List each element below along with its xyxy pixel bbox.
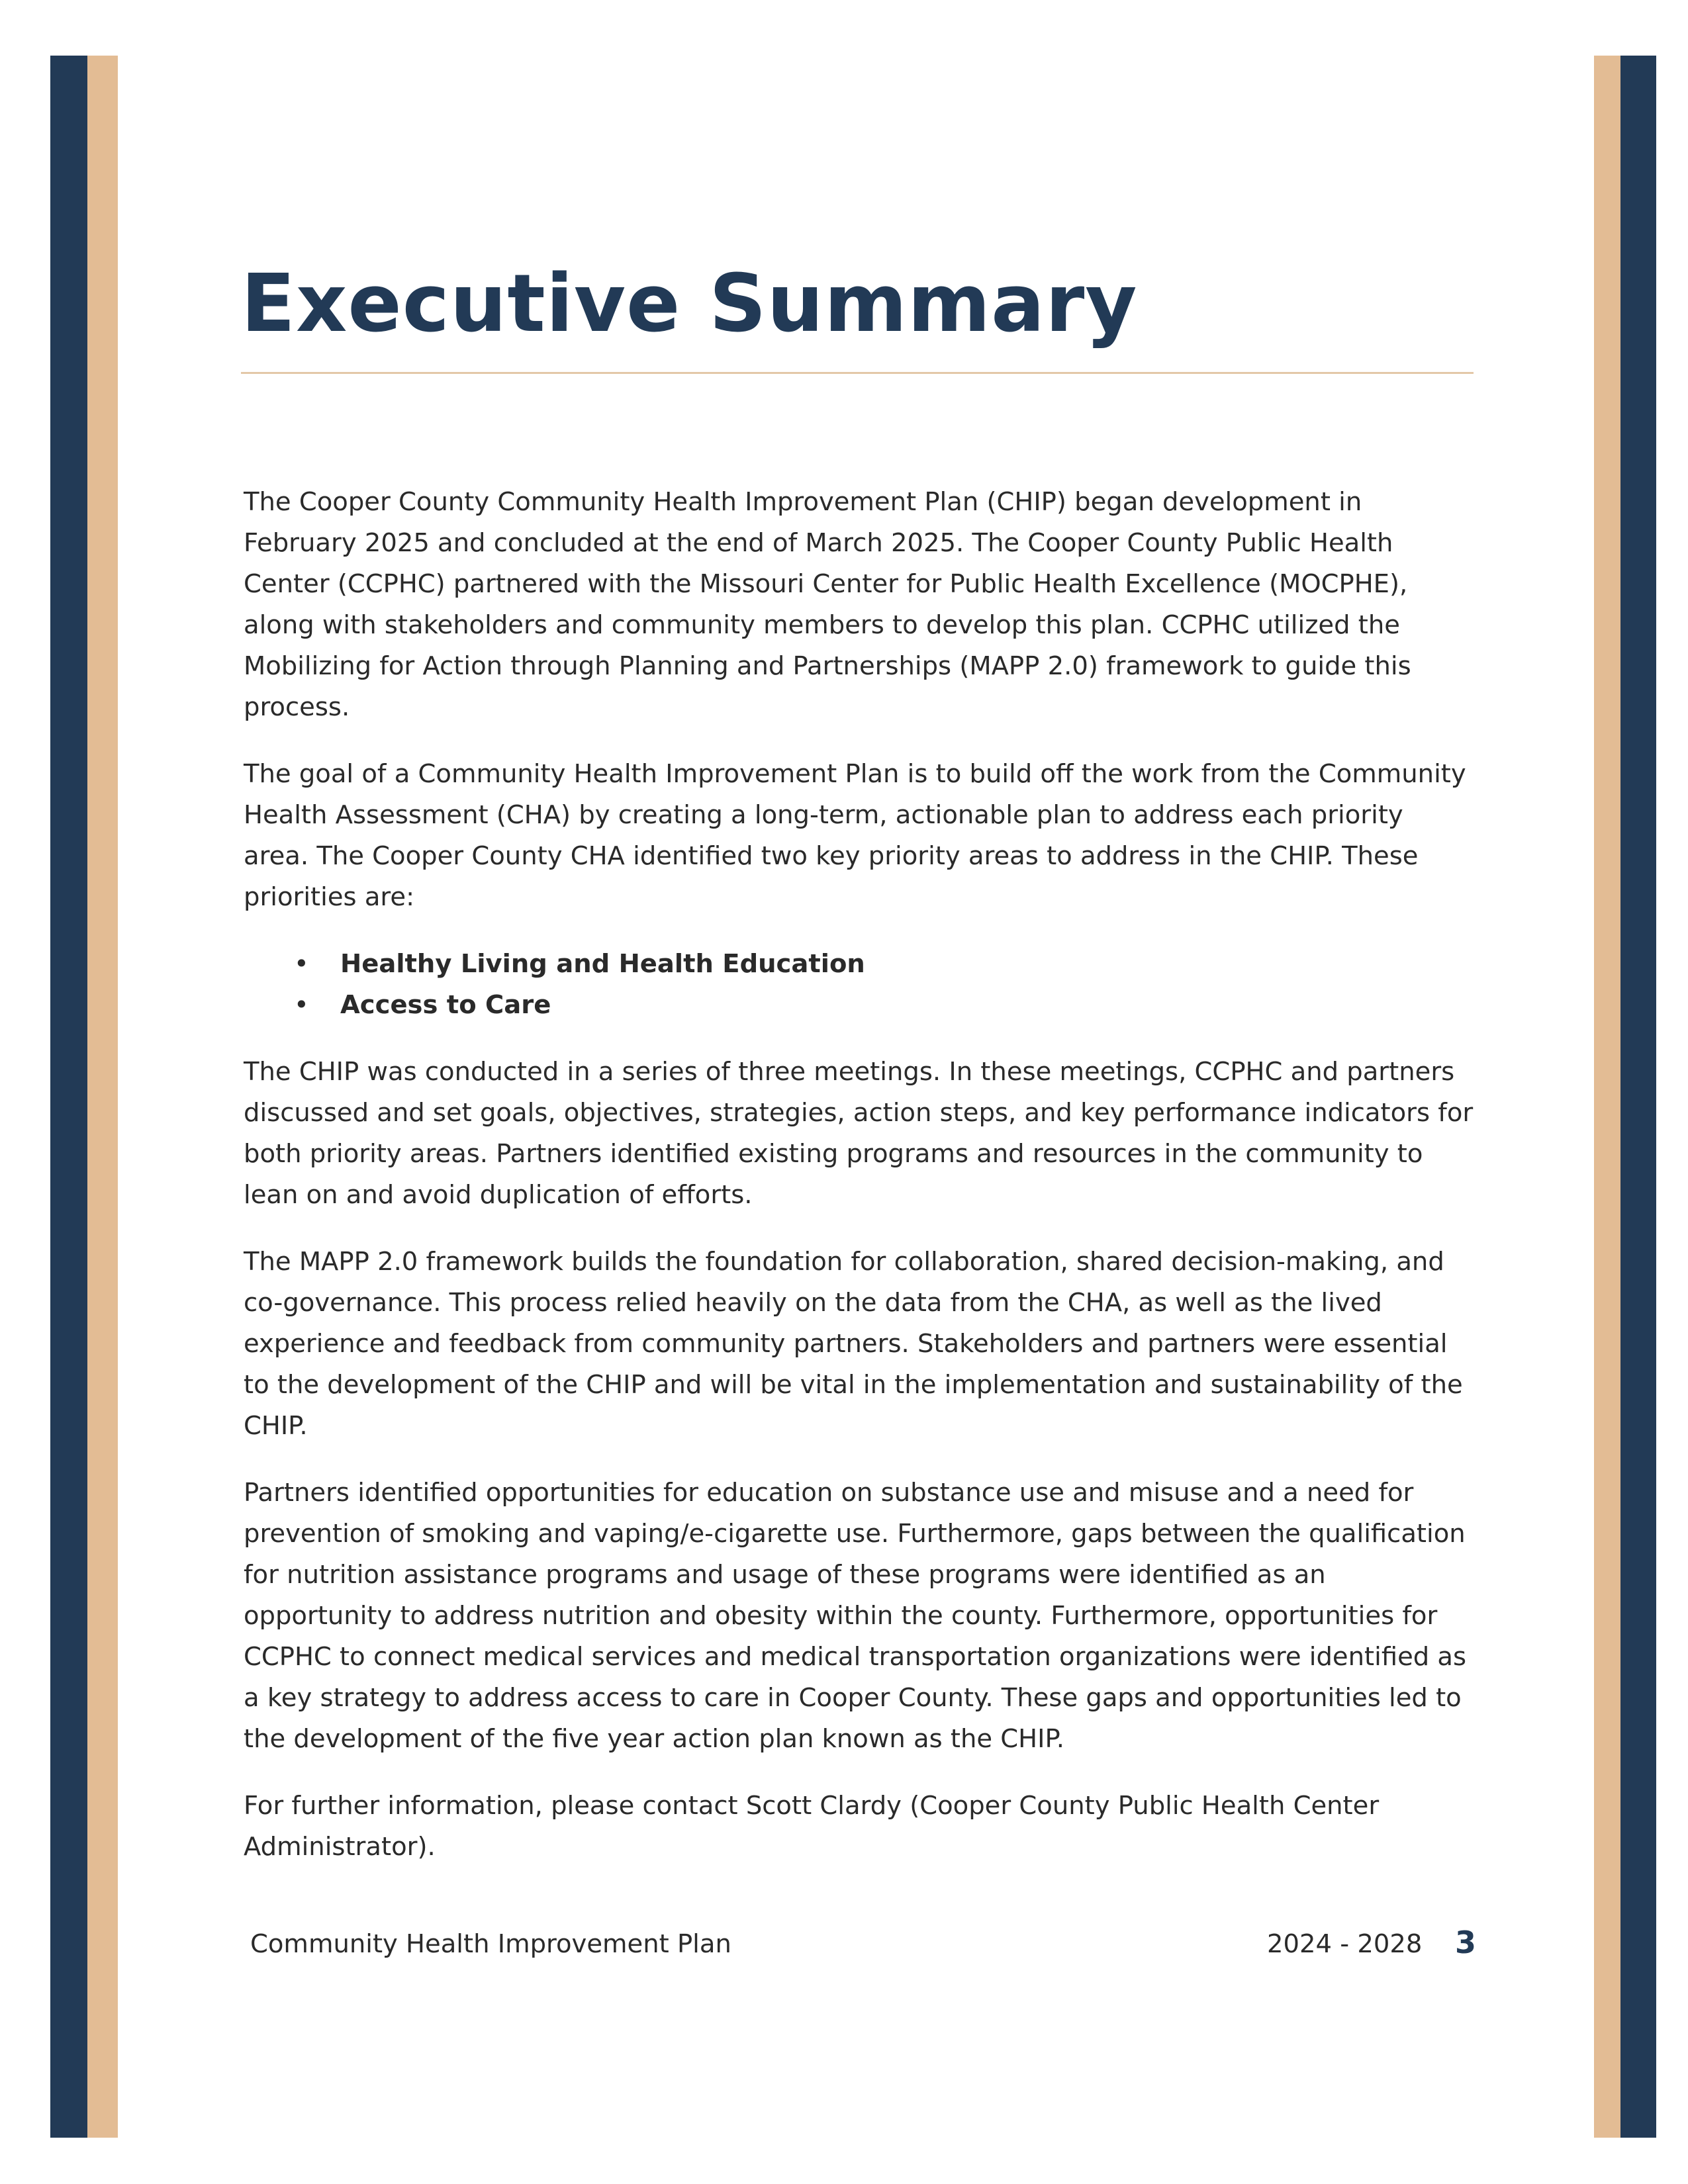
paragraph-intro: The Cooper County Community Health Improvement Plan (CHIP) began development in February 2025 and concluded at the end of March 2025. The Cooper County Public Health Center (CCPHC) partnered with the Missouri Center for Public Health Excellence (MOCPHE), along with stakeholders and community members to develop this plan. CCPHC utilized the Mobilizing for Action through Planning and Partnerships (MAPP 2.0) framework to guide this process. xyxy=(244,487,1411,722)
bullet-icon: • xyxy=(294,990,309,1020)
right-navy-bar xyxy=(1620,56,1656,2138)
footer-document-name: Community Health Improvement Plan xyxy=(250,1929,731,1959)
paragraph-meetings: The CHIP was conducted in a series of three meetings. In these meetings, CCPHC and partners discussed and set goals, objectives, strategies, action steps, and key performance indicators for both priority areas. Partners identified existing programs and resources in the community to lean on and avoid duplication of efforts. xyxy=(244,1057,1474,1210)
priority-list xyxy=(244,944,1475,1026)
left-tan-bar xyxy=(87,56,118,2138)
page-number: 3 xyxy=(1455,1925,1477,1960)
paragraph-goal: The goal of a Community Health Improvement Plan is to build off the work from the Community Health Assessment (CHA) by creating a long-term, actionable plan to address each priority area. The Cooper County CHA identified two key priority areas to address in the CHIP. These priorities are: xyxy=(244,759,1466,912)
right-tan-bar xyxy=(1594,56,1620,2138)
priority-label: Healthy Living and Health Education xyxy=(340,949,865,979)
footer-years: 2024 - 2028 xyxy=(1267,1929,1423,1959)
left-navy-bar xyxy=(50,56,87,2138)
priority-item xyxy=(244,985,1475,1026)
paragraph-contact: For further information, please contact Scott Clardy (Cooper County Public Health Center Administrator). xyxy=(244,1791,1380,1862)
priority-label: Access to Care xyxy=(340,990,551,1020)
title-divider xyxy=(241,372,1474,374)
paragraph-framework: The MAPP 2.0 framework builds the foundation for collaboration, shared decision-making, and co-governance. This process relied heavily on the data from the CHA, as well as the lived experience and feedback from community partners. Stakeholders and partners were essential to the development of the CHIP and will be vital in the implementation and sustainability of the CHIP. xyxy=(244,1247,1463,1441)
priority-item xyxy=(244,944,1475,985)
body-content xyxy=(244,482,1475,1893)
bullet-icon: • xyxy=(294,949,309,979)
page-title: Executive Summary xyxy=(241,258,1138,350)
paragraph-opportunities: Partners identified opportunities for education on substance use and misuse and a need for prevention of smoking and vaping/e-cigarette use. Furthermore, gaps between the qualification for nutrition assistance programs and usage of these programs were identified as an opportunity to address nutrition and obesity within the county. Furthermore, opportunities for CCPHC to connect medical services and medical transportation organizations were identified as a key strategy to address access to care in Cooper County. These gaps and opportunities led to the development of the five year action plan known as the CHIP. xyxy=(244,1478,1467,1754)
